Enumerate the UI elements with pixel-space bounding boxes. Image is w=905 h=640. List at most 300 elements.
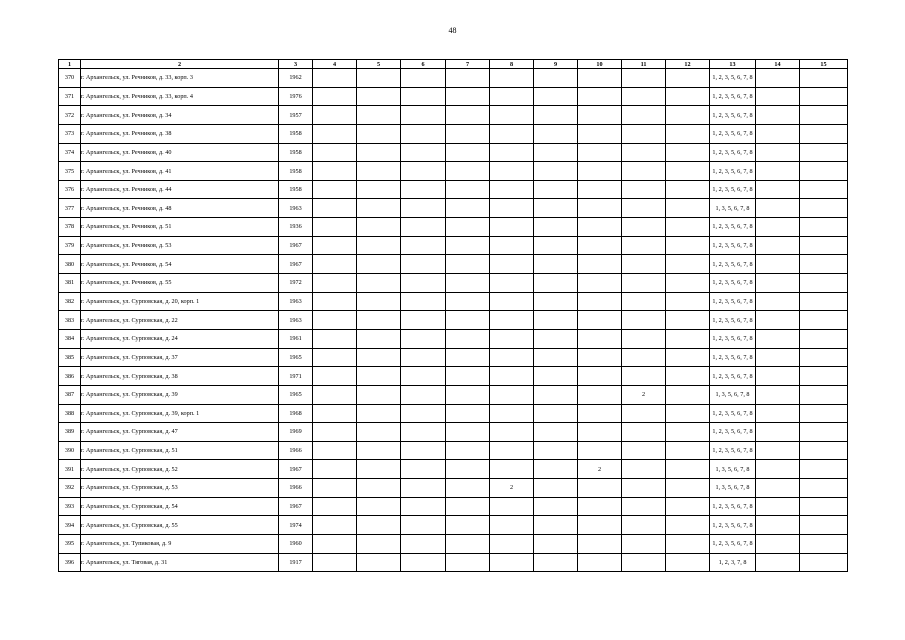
row-number-cell: 370 — [59, 69, 81, 88]
cell-col-6 — [401, 497, 446, 516]
cell-col-7 — [446, 423, 490, 442]
year-cell: 1966 — [279, 479, 313, 498]
cell-col-12 — [666, 516, 710, 535]
cell-col-8 — [490, 329, 534, 348]
cell-col-11 — [622, 441, 666, 460]
cell-col-11 — [622, 162, 666, 181]
cell-col-7 — [446, 553, 490, 572]
cell-col-12 — [666, 143, 710, 162]
cell-col-4 — [313, 106, 357, 125]
row-number-cell: 373 — [59, 124, 81, 143]
cell-col-6 — [401, 479, 446, 498]
cell-col-8 — [490, 423, 534, 442]
column-header-9: 9 — [534, 60, 578, 69]
cell-col-12 — [666, 535, 710, 554]
cell-col-6 — [401, 106, 446, 125]
table-row — [59, 329, 848, 348]
cell-col-4 — [313, 441, 357, 460]
row-number-cell: 396 — [59, 553, 81, 572]
cell-col-5 — [357, 274, 401, 293]
cell-col-15 — [800, 274, 848, 293]
cell-col-5 — [357, 329, 401, 348]
cell-col-15 — [800, 348, 848, 367]
cell-col-14 — [756, 274, 800, 293]
cell-col-7 — [446, 162, 490, 181]
cell-col-10 — [578, 162, 622, 181]
cell-col-10 — [578, 69, 622, 88]
year-cell: 1974 — [279, 516, 313, 535]
row-number-cell: 386 — [59, 367, 81, 386]
cell-col-4 — [313, 348, 357, 367]
cell-col-15 — [800, 87, 848, 106]
cell-col-7 — [446, 292, 490, 311]
cell-col-15 — [800, 441, 848, 460]
cell-col-7 — [446, 385, 490, 404]
year-cell: 1963 — [279, 199, 313, 218]
table-body — [59, 69, 848, 572]
cell-col-12 — [666, 199, 710, 218]
cell-col-8 — [490, 274, 534, 293]
cell-col-10 — [578, 516, 622, 535]
address-cell: г. Архангельск, ул. Речников, д. 34 — [81, 106, 279, 125]
cell-col-9 — [534, 124, 578, 143]
year-cell: 1969 — [279, 423, 313, 442]
address-cell: г. Архангельск, ул. Тяговая, д. 31 — [81, 553, 279, 572]
cell-col-8 — [490, 162, 534, 181]
table-row — [59, 87, 848, 106]
page-number: 48 — [448, 26, 457, 35]
cell-col-6 — [401, 535, 446, 554]
cell-col-10 — [578, 106, 622, 125]
column-header-13: 13 — [710, 60, 756, 69]
cell-col-10 — [578, 274, 622, 293]
row-number-cell: 389 — [59, 423, 81, 442]
cell-col-14 — [756, 180, 800, 199]
cell-col-10 — [578, 218, 622, 237]
cell-col-7 — [446, 199, 490, 218]
row-number-cell: 383 — [59, 311, 81, 330]
cell-col-14 — [756, 124, 800, 143]
table-row — [59, 348, 848, 367]
cell-col-4 — [313, 516, 357, 535]
cell-col-15 — [800, 236, 848, 255]
cell-col-10 — [578, 143, 622, 162]
cell-col-9 — [534, 553, 578, 572]
table-row — [59, 404, 848, 423]
cell-col-13: 1, 3, 5, 6, 7, 8 — [710, 479, 756, 498]
cell-col-4 — [313, 497, 357, 516]
year-cell: 1965 — [279, 348, 313, 367]
cell-col-5 — [357, 497, 401, 516]
cell-col-12 — [666, 87, 710, 106]
cell-col-15 — [800, 535, 848, 554]
year-cell: 1976 — [279, 87, 313, 106]
cell-col-13: 1, 2, 3, 5, 6, 7, 8 — [710, 124, 756, 143]
cell-col-8 — [490, 553, 534, 572]
cell-col-5 — [357, 218, 401, 237]
cell-col-9 — [534, 180, 578, 199]
cell-col-13: 1, 2, 3, 5, 6, 7, 8 — [710, 348, 756, 367]
cell-col-12 — [666, 329, 710, 348]
cell-col-14 — [756, 385, 800, 404]
cell-col-9 — [534, 497, 578, 516]
cell-col-8 — [490, 292, 534, 311]
cell-col-5 — [357, 404, 401, 423]
cell-col-13: 1, 2, 3, 5, 6, 7, 8 — [710, 87, 756, 106]
cell-col-8 — [490, 255, 534, 274]
cell-col-11 — [622, 367, 666, 386]
cell-col-7 — [446, 441, 490, 460]
cell-col-9 — [534, 236, 578, 255]
cell-col-7 — [446, 180, 490, 199]
row-number-cell: 382 — [59, 292, 81, 311]
cell-col-11 — [622, 255, 666, 274]
cell-col-7 — [446, 329, 490, 348]
address-cell: г. Архангельск, ул. Речников, д. 51 — [81, 218, 279, 237]
cell-col-13: 1, 2, 3, 5, 6, 7, 8 — [710, 255, 756, 274]
cell-col-7 — [446, 311, 490, 330]
cell-col-13: 1, 2, 3, 7, 8 — [710, 553, 756, 572]
cell-col-14 — [756, 292, 800, 311]
cell-col-13: 1, 2, 3, 5, 6, 7, 8 — [710, 292, 756, 311]
cell-col-13: 1, 2, 3, 5, 6, 7, 8 — [710, 423, 756, 442]
cell-col-8 — [490, 199, 534, 218]
cell-col-5 — [357, 535, 401, 554]
cell-col-6 — [401, 255, 446, 274]
year-cell: 1971 — [279, 367, 313, 386]
row-number-cell: 376 — [59, 180, 81, 199]
cell-col-5 — [357, 479, 401, 498]
cell-col-14 — [756, 497, 800, 516]
cell-col-10 — [578, 367, 622, 386]
cell-col-15 — [800, 199, 848, 218]
cell-col-4 — [313, 87, 357, 106]
cell-col-8 — [490, 497, 534, 516]
cell-col-13: 1, 3, 5, 6, 7, 8 — [710, 199, 756, 218]
cell-col-5 — [357, 553, 401, 572]
cell-col-6 — [401, 143, 446, 162]
address-cell: г. Архангельск, ул. Речников, д. 41 — [81, 162, 279, 181]
cell-col-15 — [800, 180, 848, 199]
cell-col-7 — [446, 106, 490, 125]
cell-col-9 — [534, 292, 578, 311]
cell-col-12 — [666, 106, 710, 125]
cell-col-10: 2 — [578, 460, 622, 479]
cell-col-10 — [578, 441, 622, 460]
cell-col-5 — [357, 236, 401, 255]
row-number-cell: 392 — [59, 479, 81, 498]
cell-col-14 — [756, 218, 800, 237]
cell-col-11 — [622, 274, 666, 293]
table-row — [59, 180, 848, 199]
cell-col-6 — [401, 87, 446, 106]
table-row — [59, 69, 848, 88]
table-row — [59, 553, 848, 572]
cell-col-12 — [666, 218, 710, 237]
cell-col-8 — [490, 87, 534, 106]
column-header-14: 14 — [756, 60, 800, 69]
cell-col-10 — [578, 236, 622, 255]
cell-col-7 — [446, 348, 490, 367]
row-number-cell: 377 — [59, 199, 81, 218]
year-cell: 1957 — [279, 106, 313, 125]
cell-col-11 — [622, 199, 666, 218]
year-cell: 1963 — [279, 292, 313, 311]
cell-col-4 — [313, 218, 357, 237]
cell-col-11 — [622, 106, 666, 125]
cell-col-4 — [313, 199, 357, 218]
cell-col-14 — [756, 423, 800, 442]
address-cell: г. Архангельск, ул. Сурповская, д. 47 — [81, 423, 279, 442]
table-row — [59, 143, 848, 162]
cell-col-10 — [578, 479, 622, 498]
cell-col-6 — [401, 311, 446, 330]
cell-col-14 — [756, 441, 800, 460]
cell-col-10 — [578, 311, 622, 330]
cell-col-7 — [446, 274, 490, 293]
cell-col-10 — [578, 535, 622, 554]
cell-col-4 — [313, 329, 357, 348]
cell-col-11 — [622, 124, 666, 143]
cell-col-14 — [756, 404, 800, 423]
cell-col-5 — [357, 143, 401, 162]
cell-col-7 — [446, 87, 490, 106]
cell-col-15 — [800, 218, 848, 237]
cell-col-7 — [446, 236, 490, 255]
cell-col-15 — [800, 124, 848, 143]
cell-col-13: 1, 2, 3, 5, 6, 7, 8 — [710, 441, 756, 460]
year-cell: 1958 — [279, 124, 313, 143]
column-header-2: 2 — [81, 60, 279, 69]
address-cell: г. Архангельск, ул. Речников, д. 48 — [81, 199, 279, 218]
cell-col-15 — [800, 255, 848, 274]
cell-col-11 — [622, 553, 666, 572]
cell-col-4 — [313, 535, 357, 554]
address-cell: г. Архангельск, ул. Сурповская, д. 54 — [81, 497, 279, 516]
cell-col-4 — [313, 180, 357, 199]
cell-col-5 — [357, 423, 401, 442]
year-cell: 1958 — [279, 180, 313, 199]
cell-col-5 — [357, 441, 401, 460]
cell-col-12 — [666, 255, 710, 274]
row-number-cell: 372 — [59, 106, 81, 125]
cell-col-4 — [313, 423, 357, 442]
cell-col-8 — [490, 106, 534, 125]
cell-col-8 — [490, 311, 534, 330]
cell-col-11 — [622, 292, 666, 311]
cell-col-14 — [756, 535, 800, 554]
row-number-cell: 379 — [59, 236, 81, 255]
cell-col-5 — [357, 516, 401, 535]
cell-col-8 — [490, 143, 534, 162]
cell-col-6 — [401, 218, 446, 237]
address-cell: г. Архангельск, ул. Сурповская, д. 53 — [81, 479, 279, 498]
cell-col-8 — [490, 535, 534, 554]
year-cell: 1967 — [279, 460, 313, 479]
cell-col-4 — [313, 162, 357, 181]
column-header-5: 5 — [357, 60, 401, 69]
year-cell: 1967 — [279, 497, 313, 516]
cell-col-15 — [800, 553, 848, 572]
table-row — [59, 385, 848, 404]
cell-col-6 — [401, 124, 446, 143]
row-number-cell: 391 — [59, 460, 81, 479]
row-number-cell: 381 — [59, 274, 81, 293]
cell-col-11 — [622, 236, 666, 255]
cell-col-8 — [490, 460, 534, 479]
cell-col-12 — [666, 162, 710, 181]
cell-col-7 — [446, 516, 490, 535]
cell-col-11 — [622, 348, 666, 367]
year-cell: 1958 — [279, 162, 313, 181]
row-number-cell: 385 — [59, 348, 81, 367]
cell-col-4 — [313, 460, 357, 479]
cell-col-6 — [401, 460, 446, 479]
cell-col-12 — [666, 497, 710, 516]
year-cell: 1936 — [279, 218, 313, 237]
cell-col-9 — [534, 274, 578, 293]
cell-col-13: 1, 2, 3, 5, 6, 7, 8 — [710, 329, 756, 348]
cell-col-6 — [401, 236, 446, 255]
cell-col-5 — [357, 292, 401, 311]
cell-col-6 — [401, 199, 446, 218]
cell-col-5 — [357, 124, 401, 143]
cell-col-8 — [490, 404, 534, 423]
cell-col-6 — [401, 441, 446, 460]
cell-col-12 — [666, 441, 710, 460]
cell-col-12 — [666, 236, 710, 255]
cell-col-6 — [401, 274, 446, 293]
header-row — [59, 60, 848, 69]
year-cell: 1968 — [279, 404, 313, 423]
cell-col-5 — [357, 255, 401, 274]
address-cell: г. Архангельск, ул. Речников, д. 33, корп. 3 — [81, 69, 279, 88]
cell-col-9 — [534, 106, 578, 125]
cell-col-4 — [313, 255, 357, 274]
cell-col-6 — [401, 516, 446, 535]
year-cell: 1967 — [279, 255, 313, 274]
cell-col-9 — [534, 535, 578, 554]
cell-col-14 — [756, 199, 800, 218]
cell-col-7 — [446, 460, 490, 479]
cell-col-5 — [357, 69, 401, 88]
cell-col-12 — [666, 292, 710, 311]
cell-col-15 — [800, 385, 848, 404]
cell-col-4 — [313, 274, 357, 293]
address-cell: г. Архангельск, ул. Речников, д. 33, корп. 4 — [81, 87, 279, 106]
cell-col-10 — [578, 329, 622, 348]
cell-col-8: 2 — [490, 479, 534, 498]
cell-col-14 — [756, 143, 800, 162]
table-row — [59, 199, 848, 218]
cell-col-15 — [800, 423, 848, 442]
cell-col-7 — [446, 69, 490, 88]
buildings-table — [58, 59, 848, 572]
cell-col-12 — [666, 274, 710, 293]
cell-col-13: 1, 2, 3, 5, 6, 7, 8 — [710, 497, 756, 516]
cell-col-4 — [313, 311, 357, 330]
cell-col-5 — [357, 199, 401, 218]
table-row — [59, 535, 848, 554]
cell-col-9 — [534, 69, 578, 88]
address-cell: г. Архангельск, ул. Речников, д. 54 — [81, 255, 279, 274]
column-header-12: 12 — [666, 60, 710, 69]
row-number-cell: 390 — [59, 441, 81, 460]
cell-col-12 — [666, 553, 710, 572]
cell-col-6 — [401, 162, 446, 181]
column-header-1: 1 — [59, 60, 81, 69]
cell-col-8 — [490, 69, 534, 88]
cell-col-15 — [800, 311, 848, 330]
cell-col-5 — [357, 106, 401, 125]
year-cell: 1963 — [279, 311, 313, 330]
cell-col-14 — [756, 516, 800, 535]
cell-col-12 — [666, 124, 710, 143]
cell-col-7 — [446, 404, 490, 423]
cell-col-7 — [446, 218, 490, 237]
table-row — [59, 274, 848, 293]
cell-col-9 — [534, 162, 578, 181]
cell-col-8 — [490, 348, 534, 367]
cell-col-13: 1, 3, 5, 6, 7, 8 — [710, 460, 756, 479]
cell-col-13: 1, 2, 3, 5, 6, 7, 8 — [710, 162, 756, 181]
cell-col-8 — [490, 367, 534, 386]
table-row — [59, 516, 848, 535]
cell-col-11 — [622, 497, 666, 516]
cell-col-15 — [800, 516, 848, 535]
row-number-cell: 395 — [59, 535, 81, 554]
cell-col-4 — [313, 553, 357, 572]
table-row — [59, 292, 848, 311]
cell-col-6 — [401, 385, 446, 404]
cell-col-15 — [800, 143, 848, 162]
address-cell: г. Архангельск, ул. Речников, д. 40 — [81, 143, 279, 162]
row-number-cell: 375 — [59, 162, 81, 181]
table-row — [59, 441, 848, 460]
cell-col-5 — [357, 385, 401, 404]
cell-col-9 — [534, 199, 578, 218]
cell-col-15 — [800, 404, 848, 423]
column-header-4: 4 — [313, 60, 357, 69]
cell-col-9 — [534, 329, 578, 348]
cell-col-10 — [578, 404, 622, 423]
cell-col-9 — [534, 311, 578, 330]
address-cell: г. Архангельск, ул. Речников, д. 38 — [81, 124, 279, 143]
cell-col-11 — [622, 143, 666, 162]
cell-col-14 — [756, 460, 800, 479]
table-row — [59, 124, 848, 143]
cell-col-9 — [534, 404, 578, 423]
cell-col-10 — [578, 199, 622, 218]
table-row — [59, 423, 848, 442]
cell-col-10 — [578, 292, 622, 311]
cell-col-10 — [578, 180, 622, 199]
cell-col-14 — [756, 162, 800, 181]
cell-col-7 — [446, 497, 490, 516]
cell-col-8 — [490, 236, 534, 255]
address-cell: г. Архангельск, ул. Сурповская, д. 38 — [81, 367, 279, 386]
cell-col-10 — [578, 385, 622, 404]
table-row — [59, 460, 848, 479]
cell-col-6 — [401, 423, 446, 442]
row-number-cell: 380 — [59, 255, 81, 274]
cell-col-13: 1, 2, 3, 5, 6, 7, 8 — [710, 236, 756, 255]
cell-col-12 — [666, 311, 710, 330]
cell-col-15 — [800, 479, 848, 498]
cell-col-9 — [534, 516, 578, 535]
cell-col-8 — [490, 385, 534, 404]
table-row — [59, 162, 848, 181]
